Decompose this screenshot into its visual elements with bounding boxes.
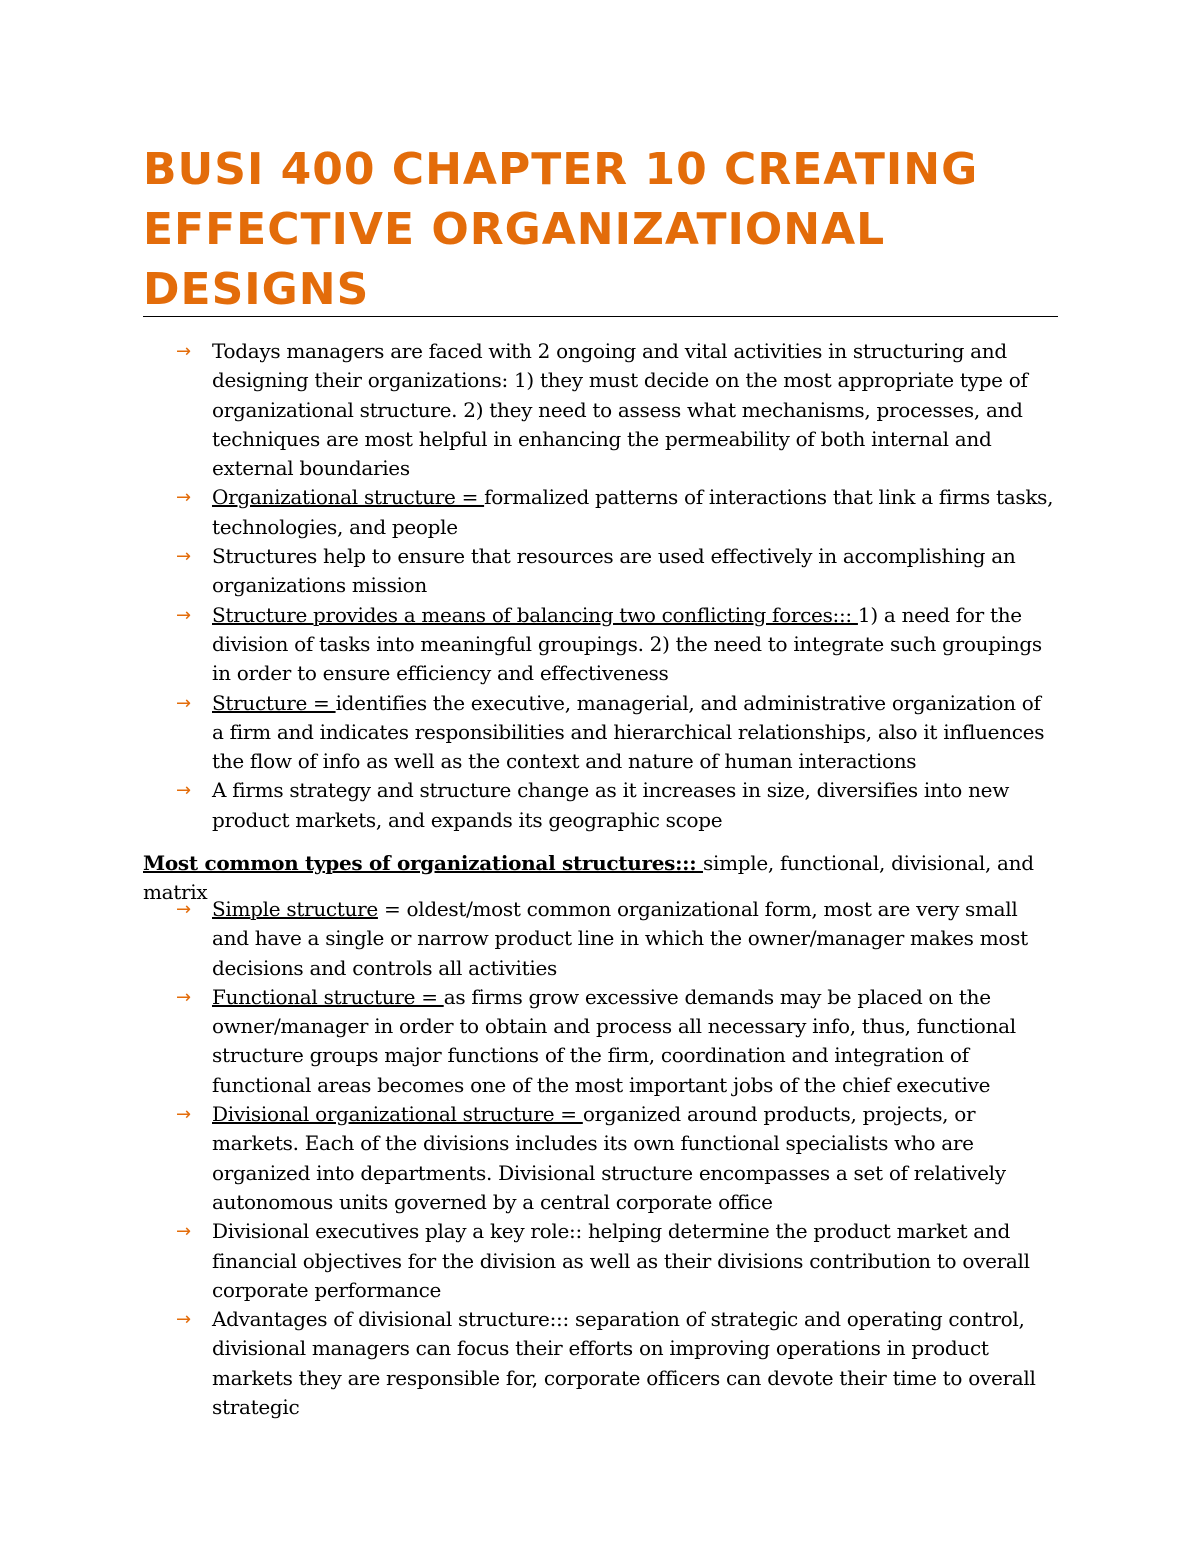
list-item <box>143 983 1058 1100</box>
list-item <box>143 1217 1058 1305</box>
item-text: identifies the executive, managerial, and administrative organization of a firm and indicates responsibilities and hierarchical relationships, also it influences the flow of info as well as the context and nature of human interactions <box>212 690 1045 774</box>
item-term: Functional structure = <box>212 984 444 1009</box>
right-arrow-icon: → <box>176 1104 191 1126</box>
item-text: Structures help to ensure that resources are used effectively in accomplishing an organizations mission <box>212 544 1016 598</box>
item-text: Divisional executives play a key role:: helping determine the product market and financial objectives for the division as well as their divisions contribution to overall corporate performance <box>212 1219 1030 1302</box>
list-item <box>143 337 1058 483</box>
structure-types-label: Most common types of organizational structures::: <box>143 851 704 875</box>
list-item <box>143 1100 1058 1217</box>
item-text: as firms grow excessive demands may be placed on the owner/manager in order to obtain and process all necessary info, thus, functional structure groups major functions of the firm, coordination and integration of functional areas becomes one of the most important jobs of the chief executive <box>212 984 1016 1097</box>
right-arrow-icon: → <box>176 604 191 626</box>
item-text: formalized patterns of interactions that link a firms tasks, technologies, and people <box>212 485 1054 539</box>
item-text: Advantages of divisional structure::: separation of strategic and operating control, divisional managers can focus their efforts on improving operations in product markets they are responsible for, corporate officers can devote their time to overall strategic <box>212 1307 1036 1420</box>
item-term: Divisional organizational structure = <box>212 1102 583 1127</box>
item-text: organized around products, projects, or markets. Each of the divisions includes its own functional specialists who are organized into departments. Divisional structure encompasses a set of relatively autonomous units governed by a central corporate office <box>212 1102 1006 1214</box>
structure-types-text: simple, functional, divisional, and matrix <box>143 851 1034 905</box>
item-term: Organizational structure = <box>212 485 485 510</box>
item-text: = oldest/most common organizational form, most are very small and have a single or narrow product line in which the owner/manager makes most decisions and controls all activities <box>212 897 1028 980</box>
list-item <box>143 601 1058 689</box>
right-arrow-icon: → <box>176 487 191 509</box>
right-arrow-icon: → <box>176 692 191 714</box>
right-arrow-icon: → <box>176 341 191 362</box>
right-arrow-icon: → <box>176 546 191 568</box>
item-term: Structure provides a means of balancing two conflicting forces::: <box>212 602 858 627</box>
right-arrow-icon: → <box>176 899 191 920</box>
right-arrow-icon: → <box>176 986 191 1008</box>
intro-bullet-list <box>143 337 1058 835</box>
right-arrow-icon: → <box>176 1309 191 1331</box>
list-item <box>143 689 1058 777</box>
title-divider <box>143 316 1058 317</box>
item-term: Simple structure <box>212 897 378 921</box>
list-item <box>143 895 1058 983</box>
list-item <box>143 483 1058 542</box>
item-term: Structure = <box>212 690 336 715</box>
item-text: Todays managers are faced with 2 ongoing and vital activities in structuring and designing their organizations: 1) they must decide on the most appropriate type of organizational structure. 2) they need to assess what mechanisms, processes, and techniques are most helpful in enhancing the permeability of both internal and external boundaries <box>212 339 1028 481</box>
item-text: A firms strategy and structure change as it increases in size, diversifies into new product markets, and expands its geographic scope <box>212 778 1010 832</box>
item-text: 1) a need for the division of tasks into meaningful groupings. 2) the need to integrate such groupings in order to ensure efficiency and effectiveness <box>212 602 1042 686</box>
list-item <box>143 776 1058 835</box>
document-title: BUSI 400 CHAPTER 10 CREATING EFFECTIVE ORGANIZATIONAL DESIGNS <box>143 144 979 315</box>
right-arrow-icon: → <box>176 1221 191 1243</box>
structure-types-bullet-list <box>143 895 1058 1422</box>
right-arrow-icon: → <box>176 780 191 802</box>
list-item <box>143 1305 1058 1422</box>
list-item <box>143 542 1058 601</box>
